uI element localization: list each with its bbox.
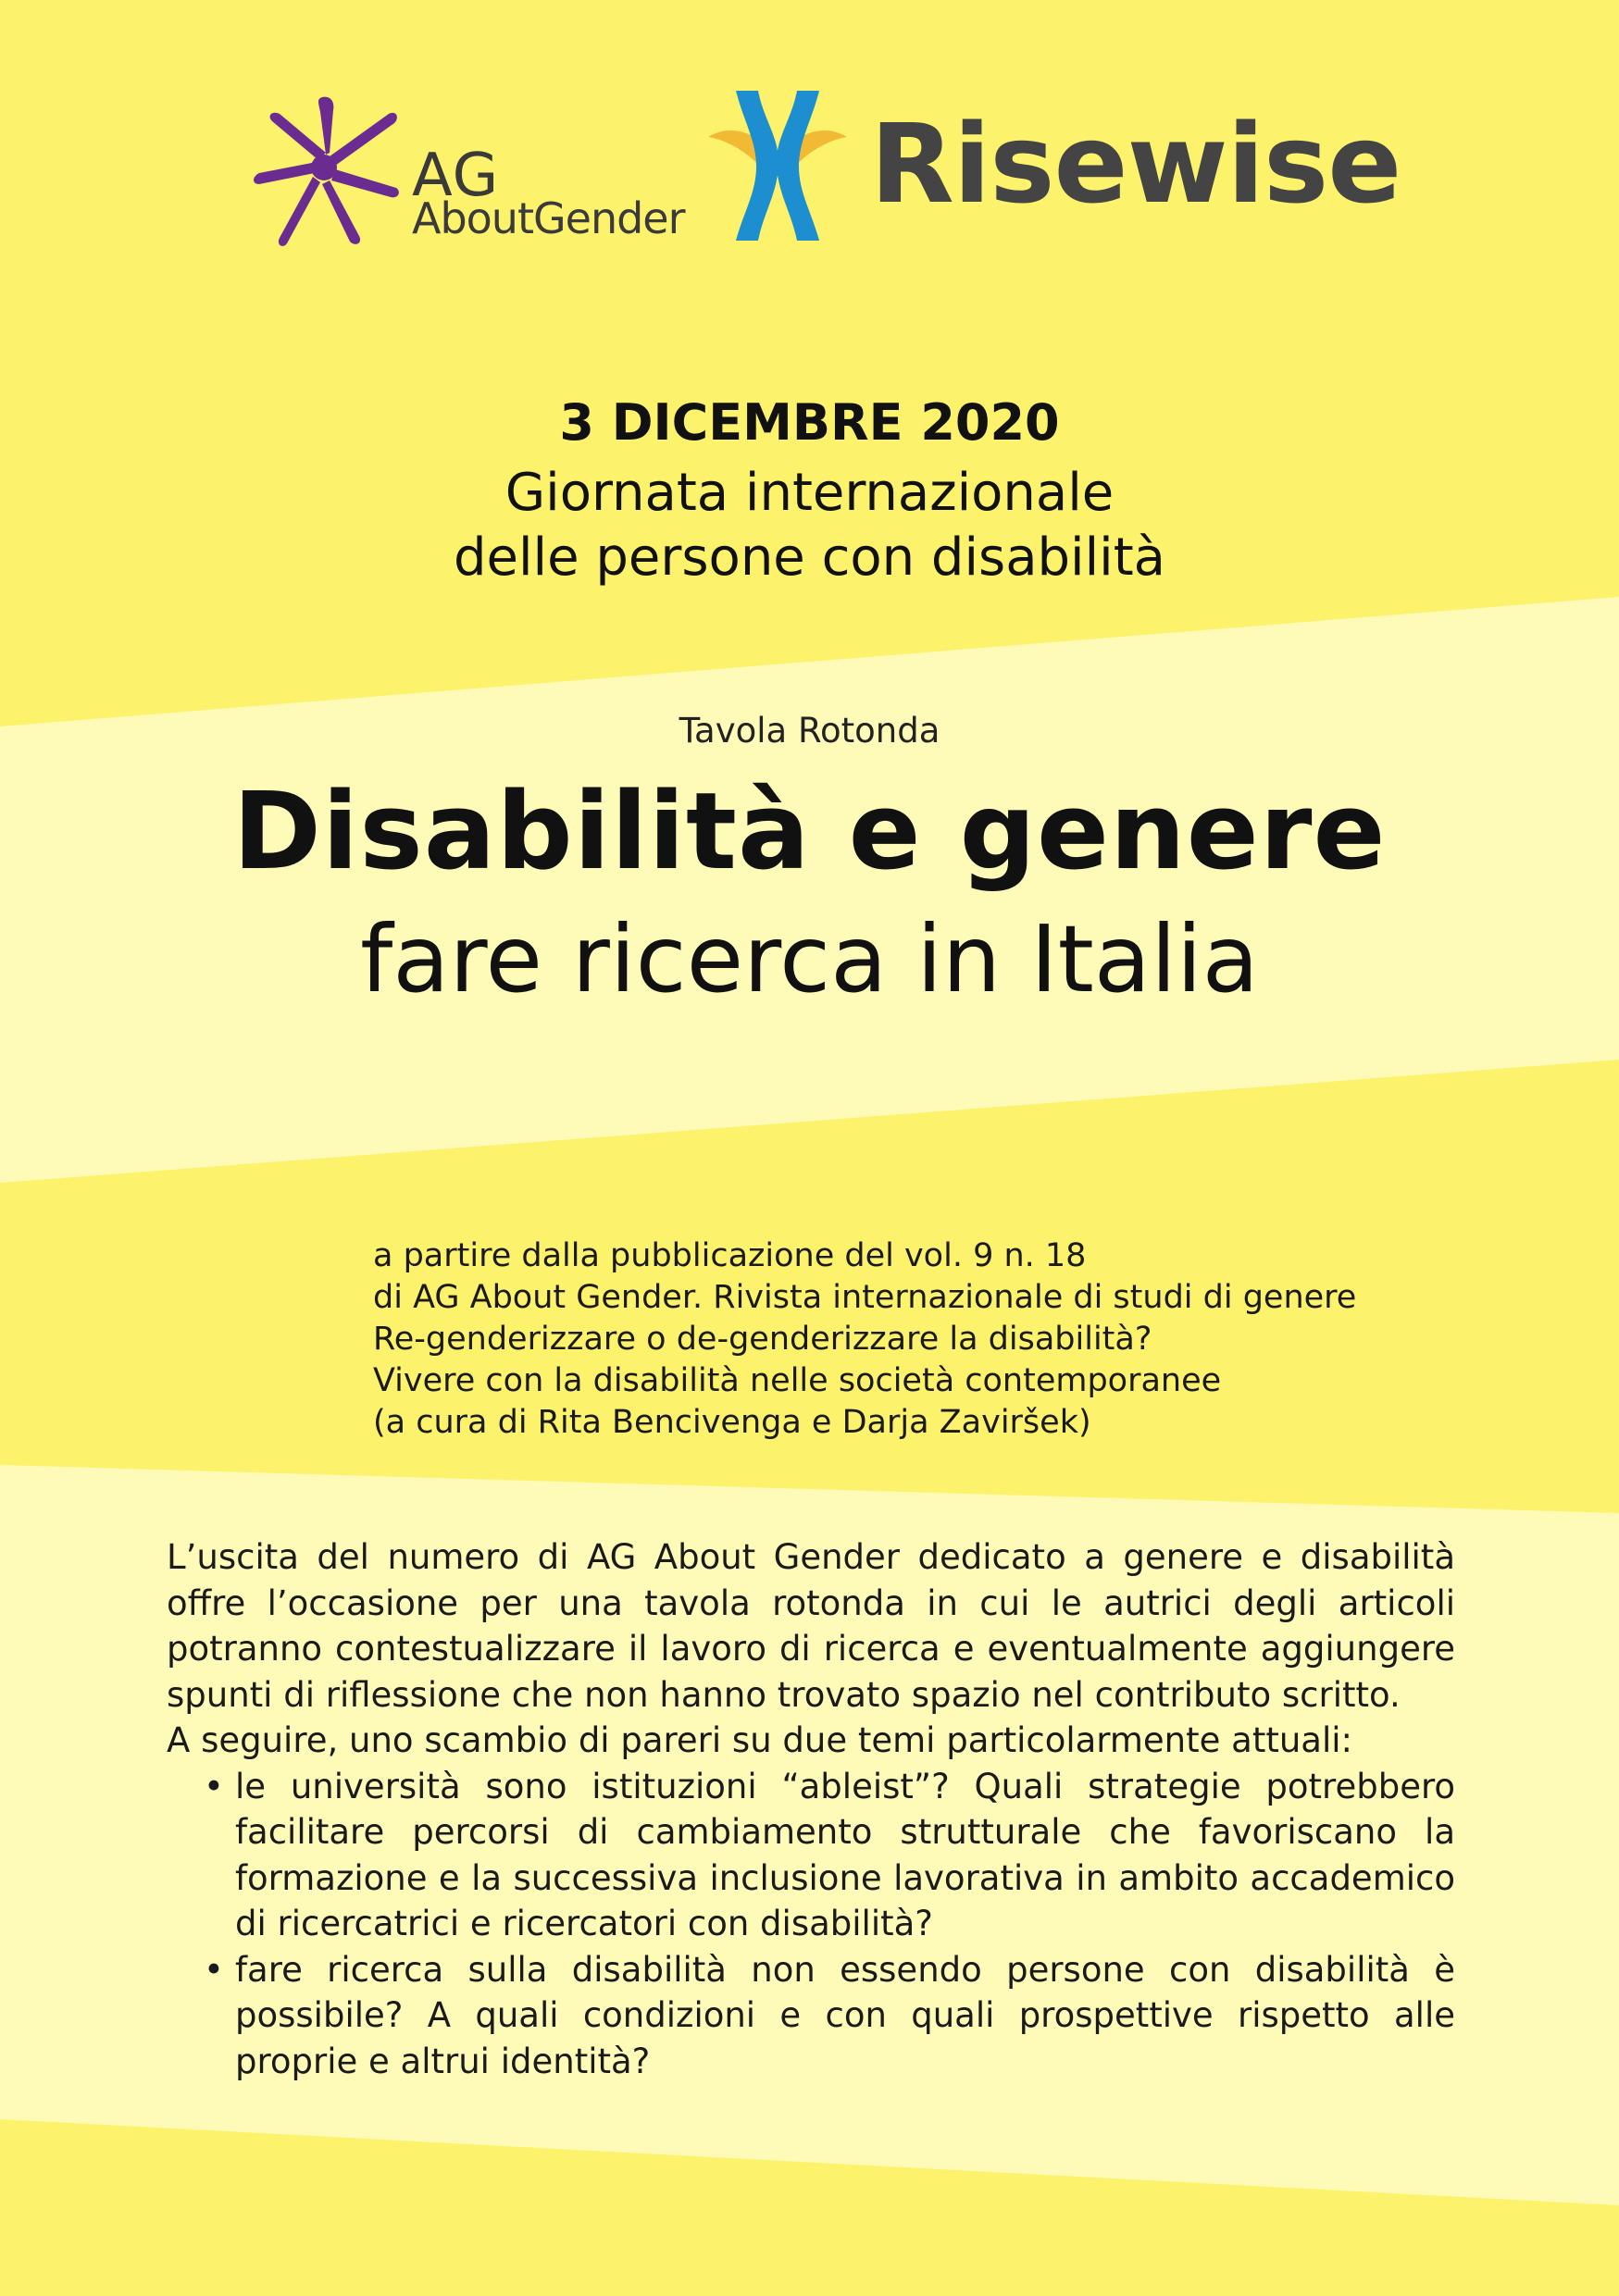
event-type: Tavola Rotonda [679,711,940,751]
publication-line: Re-genderizzare o de-genderizzare la disabilità? [373,1321,1152,1358]
publication-line: (a cura di Rita Bencivenga e Darja Zaviršek) [373,1404,1091,1441]
publication-line: a partire dalla pubblicazione del vol. 9 n. 18 [373,1237,1087,1274]
topics-list [167,1764,1455,2085]
bullet-icon: • [204,1766,224,1806]
publication-line: Vivere con la disabilità nelle società contemporanee [373,1362,1222,1399]
publication-info [373,1235,1484,1444]
event-date: 3 DICEMBRE 2020 [559,393,1060,452]
list-item-text: le università sono istituzioni “ableist”? Quali strategie potrebbero facilitare percorsi di cambiamento strutturale che favoriscano la formazione e la successiva inclusione lavorativa in ambito accademico di ricercatrici e ricercatori con disabilità? [235,1766,1455,1943]
aboutgender-logo [250,88,685,250]
aboutgender-abbr: AG [412,142,500,210]
risewise-mark-icon [699,83,856,245]
event-occasion-line-1: Giornata internazionale [504,463,1115,523]
publication-line: di AG About Gender. Rivista internazionale di studi di genere [373,1279,1357,1316]
list-item [167,1947,1455,2085]
list-item-text: fare ricerca sulla disabilità non essendo persone con disabilità è possibile? A quali condizioni e con quali prospettive rispetto alle proprie e altrui identità? [235,1949,1455,2081]
topics-intro: A seguire, uno scambio di pareri su due temi particolarmente attuali: [167,1720,1352,1760]
aboutgender-name: AboutGender [412,193,685,243]
aboutgender-star-icon [250,88,407,250]
main-title: Disabilità e genere [232,770,1387,894]
description [167,1534,1455,2084]
event-occasion-line-2: delle persone con disabilità [453,527,1165,588]
intro-paragraph: L’uscita del numero di AG About Gender dedicato a genere e disabilità offre l’occasione per una tavola rotonda in cui le autrici degli articoli potranno contestualizzare il lavoro di ricerca e eventualmente aggiungere spunti di riflessione che non hanno trovato spazio nel contributo scritto. [167,1537,1455,1715]
bullet-icon: • [204,1949,224,1990]
list-item [167,1764,1455,1947]
risewise-name: Risewise [870,100,1401,228]
main-subtitle: fare ricerca in Italia [360,905,1259,1013]
risewise-logo [699,83,1401,245]
